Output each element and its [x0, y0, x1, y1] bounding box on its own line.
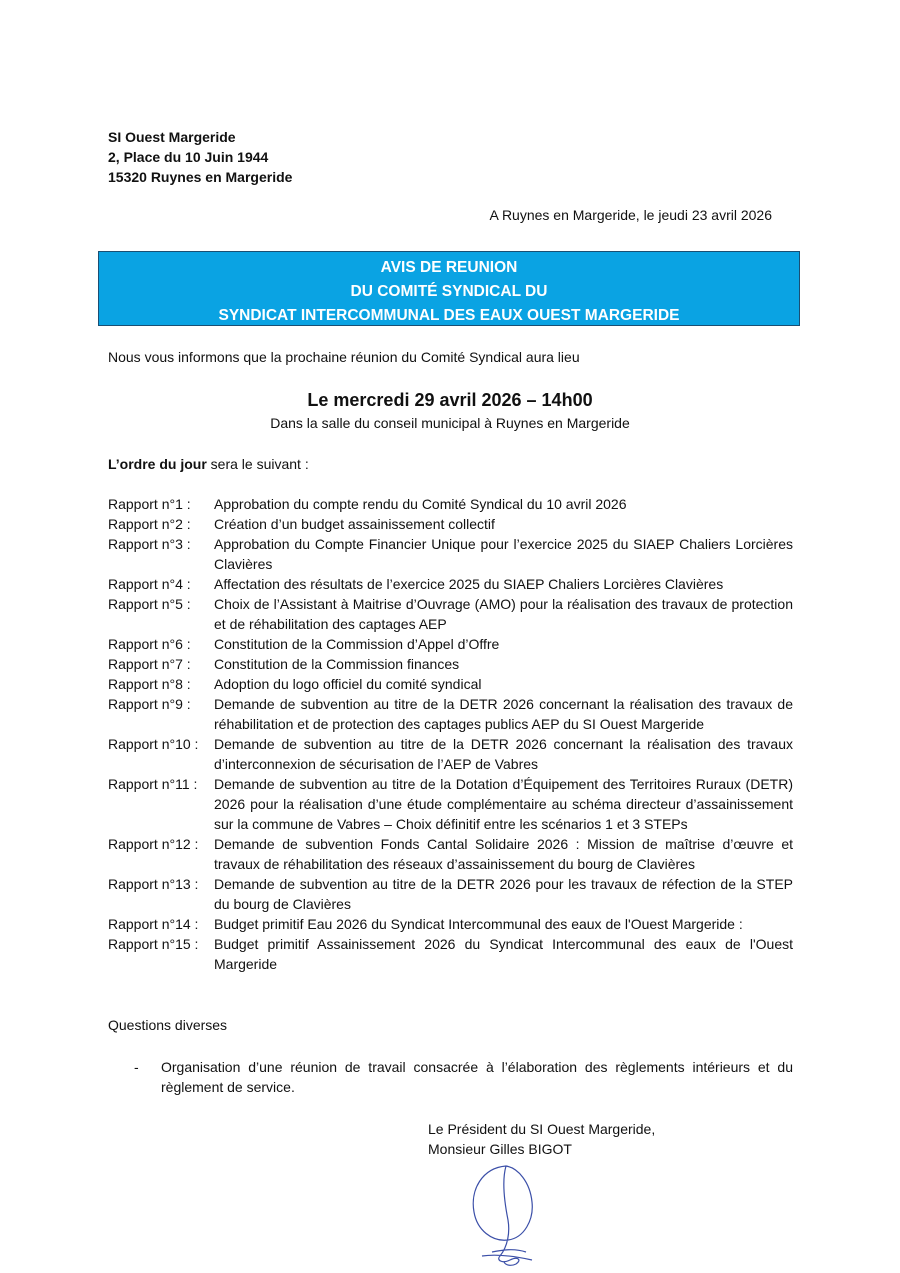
agenda-item-text: Choix de l’Assistant à Maitrise d’Ouvrage (AMO) pour la réalisation des travaux de protection et de réhabilitation des captages AEP: [214, 596, 793, 632]
signatory-title: Le Président du SI Ouest Margeride,: [428, 1121, 656, 1137]
agenda-item: [108, 914, 793, 934]
agenda-item-number: Rapport n°13 :: [108, 876, 199, 892]
agenda-item-text: Affectation des résultats de l’exercice 2025 du SIAEP Chaliers Lorcières Clavières: [214, 576, 724, 592]
agenda-item-text: Demande de subvention au titre de la Dotation d’Équipement des Territoires Ruraux (DETR) 2026 pour la réalisation d’une étude complémentaire au schéma directeur d’assainissement sur la commune de Vabres – Choix définitif entre les scénarios 1 et 3 STEPs: [214, 776, 793, 832]
sender-name: SI Ouest Margeride: [108, 129, 236, 145]
questions-item: [134, 1057, 793, 1097]
agenda-item-number: Rapport n°1 :: [108, 496, 191, 512]
agenda-item-number: Rapport n°6 :: [108, 636, 191, 652]
agenda-item-text: Demande de subvention au titre de la DETR 2026 pour les travaux de réfection de la STEP du bourg de Clavières: [214, 876, 793, 912]
agenda-item-number: Rapport n°9 :: [108, 696, 191, 712]
bullet-dash: -: [134, 1059, 139, 1075]
sender-street: 2, Place du 10 Juin 1944: [108, 149, 269, 165]
meeting-date: Le mercredi 29 avril 2026 – 14h00: [307, 390, 593, 410]
agenda-item-text: Approbation du Compte Financier Unique pour l’exercice 2025 du SIAEP Chaliers Lorcières Clavières: [214, 536, 793, 572]
banner-line-3: SYNDICAT INTERCOMMUNAL DES EAUX OUEST MARGERIDE: [218, 307, 680, 324]
agenda-item: [108, 654, 793, 674]
agenda-item-text: Approbation du compte rendu du Comité Syndical du 10 avril 2026: [214, 496, 627, 512]
agenda-item-text: Demande de subvention Fonds Cantal Solidaire 2026 : Mission de maîtrise d’œuvre et travaux de réhabilitation des réseaux d’assainissement du bourg de Clavières: [214, 836, 793, 872]
agenda-item: [108, 514, 793, 534]
agenda-item-number: Rapport n°3 :: [108, 536, 191, 552]
agenda-item: [108, 674, 793, 694]
agenda-item-text: Adoption du logo officiel du comité syndical: [214, 676, 482, 692]
agenda-list: [108, 494, 793, 974]
agenda-item-number: Rapport n°4 :: [108, 576, 191, 592]
sender-address: [108, 127, 292, 187]
questions-title: Questions diverses: [108, 1017, 228, 1033]
agenda-item: [108, 834, 793, 874]
agenda-item: [108, 594, 793, 634]
agenda-item-number: Rapport n°8 :: [108, 676, 191, 692]
agenda-item: [108, 874, 793, 914]
agenda-item-text: Budget primitif Assainissement 2026 du Syndicat Intercommunal des eaux de l'Ouest Margeride: [214, 936, 793, 972]
agenda-item-number: Rapport n°5 :: [108, 596, 191, 612]
agenda-item: [108, 574, 793, 594]
agenda-intro: [108, 456, 309, 472]
questions-item-text: Organisation d’une réunion de travail consacrée à l’élaboration des règlements intérieurs et du règlement de service.: [161, 1059, 793, 1095]
date-line: A Ruynes en Margeride, le jeudi 23 avril 2026: [489, 207, 772, 223]
agenda-item: [108, 934, 793, 974]
agenda-intro-bold: L’ordre du jour: [108, 456, 207, 472]
agenda-item: [108, 494, 793, 514]
banner-line-2: DU COMITÉ SYNDICAL DU: [350, 283, 548, 300]
agenda-item: [108, 534, 793, 574]
agenda-item: [108, 634, 793, 654]
agenda-intro-rest: sera le suivant :: [206, 456, 309, 472]
agenda-item-number: Rapport n°12 :: [108, 836, 199, 852]
meeting-place: Dans la salle du conseil municipal à Ruynes en Margeride: [270, 415, 630, 431]
handwritten-signature: [462, 1160, 552, 1270]
agenda-item-text: Constitution de la Commission finances: [214, 656, 460, 672]
agenda-item-text: Demande de subvention au titre de la DETR 2026 concernant la réalisation des travaux de réhabilitation et de protection des captages publics AEP du SI Ouest Margeride: [214, 696, 793, 732]
agenda-item: [108, 734, 793, 774]
agenda-item: [108, 694, 793, 734]
signature-block: [428, 1119, 655, 1159]
agenda-item-number: Rapport n°7 :: [108, 656, 191, 672]
agenda-item-text: Demande de subvention au titre de la DETR 2026 concernant la réalisation des travaux d’interconnexion de sécurisation de l’AEP de Vabres: [214, 736, 793, 772]
agenda-item-number: Rapport n°2 :: [108, 516, 191, 532]
signature-stroke: [473, 1166, 532, 1265]
agenda-item-number: Rapport n°15 :: [108, 936, 199, 952]
agenda-item-text: Budget primitif Eau 2026 du Syndicat Intercommunal des eaux de l'Ouest Margeride :: [214, 916, 743, 932]
sender-city: 15320 Ruynes en Margeride: [108, 169, 293, 185]
agenda-item-number: Rapport n°11 :: [108, 776, 198, 792]
agenda-item-text: Constitution de la Commission d’Appel d’Offre: [214, 636, 500, 652]
banner-line-1: AVIS DE REUNION: [380, 259, 518, 276]
agenda-item-text: Création d’un budget assainissement collectif: [214, 516, 495, 532]
title-banner: [98, 251, 800, 326]
signatory-name: Monsieur Gilles BIGOT: [428, 1141, 572, 1157]
agenda-item-number: Rapport n°10 :: [108, 736, 199, 752]
intro-text: Nous vous informons que la prochaine réunion du Comité Syndical aura lieu: [108, 349, 580, 365]
agenda-item: [108, 774, 793, 834]
agenda-item-number: Rapport n°14 :: [108, 916, 199, 932]
